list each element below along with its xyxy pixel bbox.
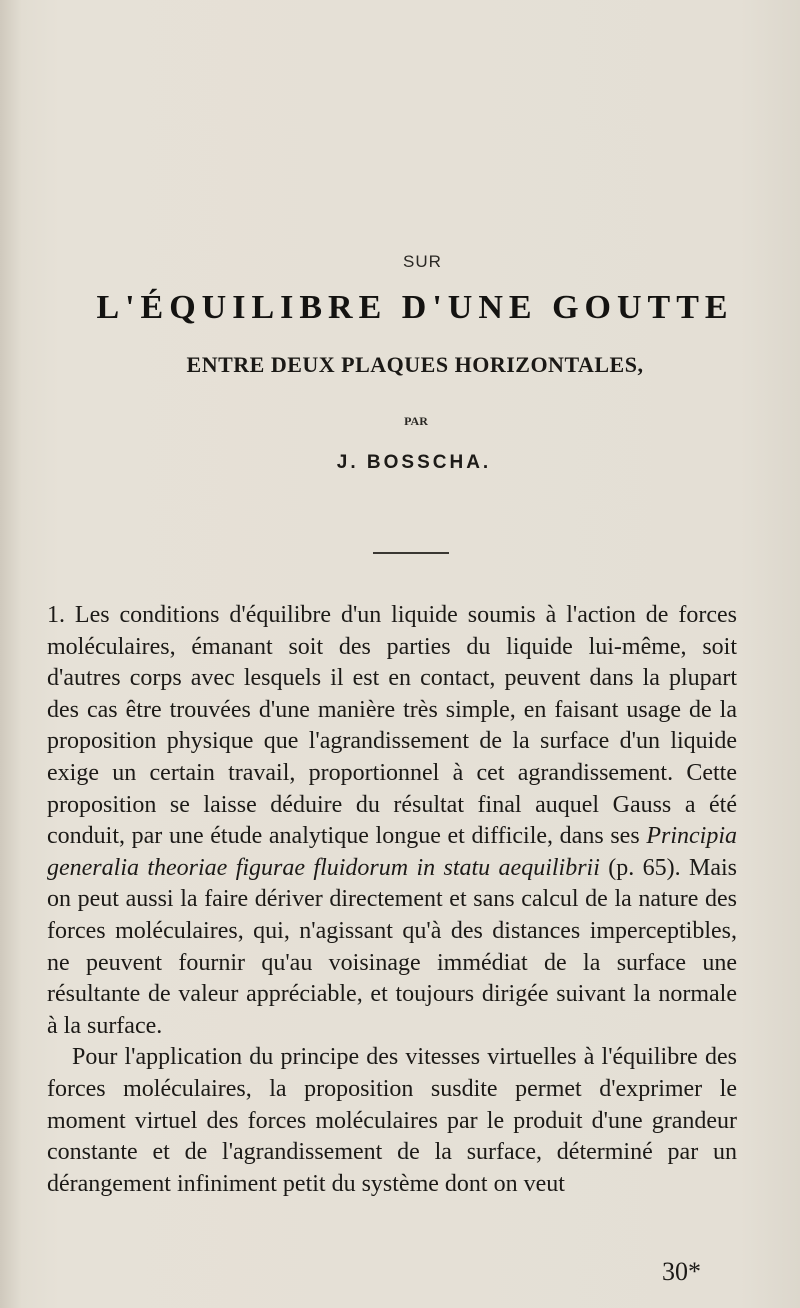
paragraph-2: Pour l'application du principe des vitesses virtuelles à l'équilibre des forces moléculaires, la proposition susdite permet d'exprimer le moment virtuel des forces moléculaires par le produit d'une grandeur constante et de l'agrandissement de la surface, déterminé par un dérangement infiniment petit du système dont on veut [47,1044,737,1197]
article-title: L'ÉQUILIBRE D'UNE GOUTTE [96,289,734,326]
paragraph-1-text-b: (p. 65). Mais on peut aussi la faire dériver directement et sans calcul de la nature des forces moléculaires, qui, n'agissant qu'à des distances imperceptibles, ne peuvent fournir qu'au voisinage immédiat de la surface une résultante de valeur appréciable, et toujours dirigée suivant la normale à la surface. [47,854,737,1039]
article-subtitle: ENTRE DEUX PLAQUES HORIZONTALES, [186,352,644,377]
paragraph-1-text-a: Les conditions d'équilibre d'un liquide soumis à l'action de forces moléculaires, émanant soit des parties du liquide lui-même, soit d'autres corps avec lesquels il est en contact, peuvent dans la plupart des cas être trouvées d'une manière très simple, en faisant usage de la proposition physique que l'agrandissement de la surface d'un liquide exige un certain travail, proportionnel à cet agrandissement. Cette proposition se laisse déduire du résultat final auquel Gauss a été conduit, par une étude analytique longue et difficile, dans ses [47,602,737,850]
paragraph-number: 1. [47,602,65,628]
signature-mark: 30* [662,1257,701,1286]
author-name: J. BOSSCHA. [336,452,492,473]
byline-par: PAR [404,414,428,428]
body-text [47,600,737,1200]
paragraph-1 [47,600,737,1042]
paragraph-1-italic-title: Principia generalia theoriae figurae fluidorum in statu aequilibrii [47,823,738,881]
header-sur: SUR [403,252,442,271]
section-divider [373,552,449,554]
